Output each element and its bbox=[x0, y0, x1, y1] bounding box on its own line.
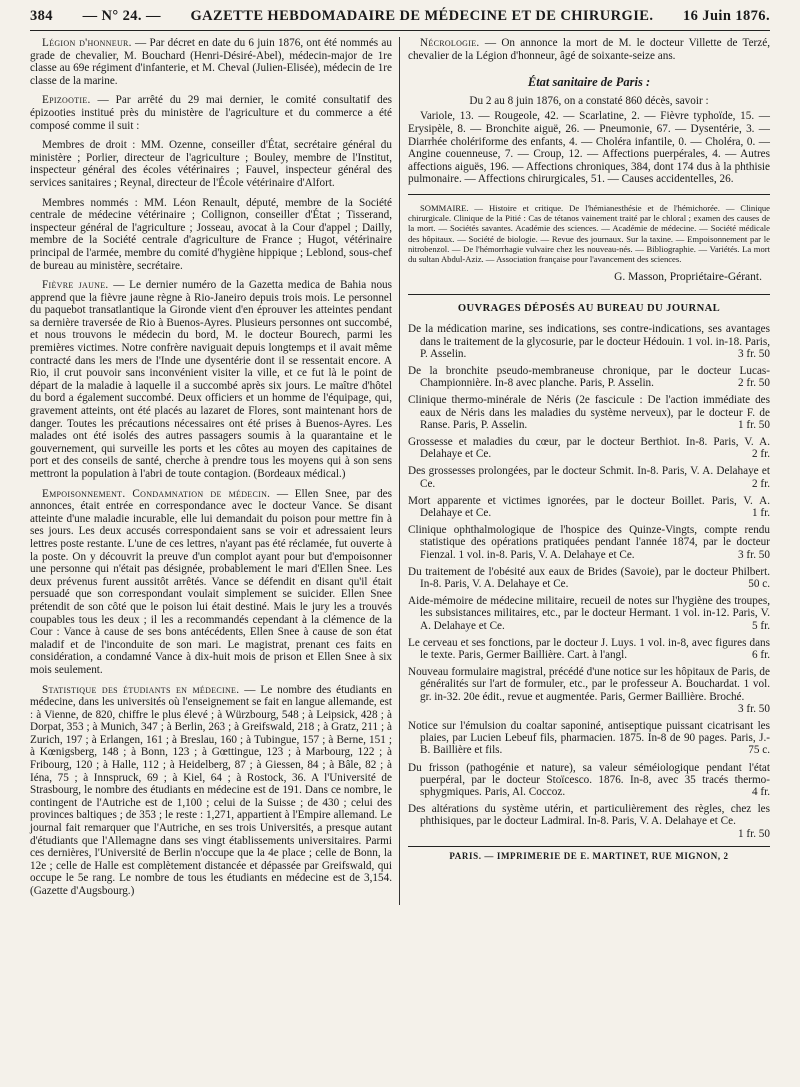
article-body: — On annonce la mort de M. le docteur Villette de Terzé, chevalier de la Légion d'honneur, âgé de soixante-seize ans. bbox=[408, 37, 771, 62]
article-membres-nommes: Membres nommés : MM. Léon Renault, député, membre de la Société centrale de médecine vétérinaire ; Collignon, conseiller d'État ; Tisserand, inspecteur général de l'agriculture ; Josseau, avocat à la Cour d'appel ; Dailly, membre de la Société centrale d'agriculture de France ; Hugot, vétérinaire principal de l'armée, membre du comité d'hygiène hippique ; Leblond, sous-chef de bureau au ministère, secrétaire. bbox=[30, 196, 392, 272]
book-price: 1 fr. 50 bbox=[737, 827, 770, 840]
book-description: Des altérations du système utérin, et particulièrement des règles, chez les phthisiques, par le docteur Ladmiral. In-8. Paris, V. A. Delahaye et Ce. bbox=[408, 803, 770, 828]
book-entry bbox=[408, 323, 770, 360]
book-description: Aide-mémoire de médecine militaire, recueil de notes sur l'hygiène des troupes, les subsistances militaires, etc., par le docteur Hermant. 1 vol. in-12. Paris, V. A. Delahaye et Ce. bbox=[408, 595, 770, 632]
book-description: Clinique thermo-minérale de Néris (2e fascicule : De l'action immédiate des eaux de Néris dans les maladies du système nerveux), par le docteur F. de Ranse. Paris, P. Asselin. bbox=[408, 394, 770, 431]
etat-sanitaire-intro: Du 2 au 8 juin 1876, on a constaté 860 décès, savoir : bbox=[469, 94, 709, 107]
article-epizootie bbox=[30, 94, 392, 132]
article-head: Empoisonnement. Condamnation de médecin. bbox=[42, 487, 271, 500]
book-entry bbox=[408, 803, 770, 840]
article-necrologie bbox=[408, 37, 770, 62]
book-description: Des grossesses prolongées, par le docteur Schmit. In-8. Paris, V. A. Delahaye et Ce. bbox=[408, 465, 770, 490]
book-price: 50 c. bbox=[748, 578, 770, 590]
article-head: Statistique des étudiants en médecine. bbox=[42, 683, 240, 696]
journal-title: GAZETTE HEBDOMADAIRE DE MÉDECINE ET DE CHIRURGIE. bbox=[190, 8, 654, 24]
book-entry bbox=[408, 495, 770, 519]
etat-sanitaire-list: Variole, 13. — Rougeole, 42. — Scarlatine, 2. — Fièvre typhoïde, 15. — Erysipèle, 8. — Bronchite aiguë, 26. — Pneumonie, 67. — Dysentérie, 3. — Diarrhée cholériforme des enfants, 4. — Choléra infantile, 0. — Choléra, 0. — Angine couenneuse, 7. — Croup, 12. — Affections puerpérales, 4. — Autres affections aiguës, 196. — Affections chroniques, 384, dont 174 dus à la phthisie pulmonaire. — Affections chirurgicales, 51. — Causes accidentelles, 26. bbox=[408, 110, 770, 186]
book-description: De la bronchite pseudo-membraneuse chronique, par le docteur Lucas-Championnière. In-8 avec planche. Paris, P. Asselin. bbox=[408, 364, 770, 390]
article-head: Fièvre jaune. bbox=[42, 279, 109, 292]
book-description: Mort apparente et victimes ignorées, par le docteur Boillet. Paris, V. A. Delahaye et Ce. bbox=[408, 494, 770, 519]
book-price: 6 fr. bbox=[751, 649, 770, 662]
article-body: — Par arrêté du 29 mai dernier, le comité consultatif des épizooties institué près du ministère de l'agriculture et du commerce a été composé comme il suit : bbox=[30, 94, 393, 132]
book-description: Nouveau formulaire magistral, précédé d'une notice sur les hôpitaux de Paris, de généralités sur l'art de formuler, etc., par le professeur A. Bouchardat. 1 vol. gr. in-32. 20e édit., revue et augmentée. Paris, Germer Baillière. Broché. bbox=[408, 666, 770, 703]
book-price: 5 fr. bbox=[751, 619, 770, 632]
article-body: — Le nombre des étudiants en médecine, dans les universités où l'enseignement se fait en langue allemande, est : à Vienne, de 820, chiffre le plus élevé ; à Würzbourg, 548 ; à Leipsick, 428 ; à Dorpat, 353 ; à Munich, 347 ; à Berlin, 263 ; à Greifswald, 218 ; à Gratz, 211 ; à Zurich, 197 ; à Erlangen, 161 ; à Breslau, 160 ; à Tubingue, 157 ; à Berne, 151 ; à Kœnigsberg, 148 ; à Bonn, 123 ; à Gœttingue, 123 ; à Marbourg, 122 ; à Fribourg, 120 ; à Halle, 112 ; à Heidelberg, 87 ; à Giessen, 84 ; à Bâle, 82 ; à Iéna, 75 ; à Innspruck, 69 ; à Kiel, 64 ; à Rostock, 36. A l'Université de Strasbourg, le nombre des étudiants en médecine est de 191. Dans ce nombre, le contingent de l'Autriche est de 1,100 ; celui de la Suisse ; de 430 ; celui des provinces baltiques ; de 353 ; le reste : 1,271, appartient à l'Empire allemand. Le journal fait remarquer que l'Autriche, en ses trois Universités, a presque autant d'étudiants que l'Allemagne dans ses vingt établissements universitaires. Parmi ces dernières, l'Université de Berlin n'occupe que la 4e place ; celle de Bonn, la 12e ; celle de Halle est complètement distancée et dépassée par Greifswald, qui occupe le 5e rang. Le nombre de tous les étudiants en médecine est de 3,154. (Gazette d'Augsbourg.) bbox=[30, 683, 393, 897]
book-price: 2 fr. bbox=[751, 477, 770, 490]
article-body: — Le dernier numéro de la Gazetta medica de Bahia nous apprend que la fièvre jaune règne à Rio-Janeiro depuis trois mois. Le personnel du paquebot transatlantique la Gironde vient d'en éprouver les atteintes pendant sa dernière traversée de Rio à Buenos-Ayres. Plusieurs personnes ont succombé, et nous trouvons le médecin du bord, M. le docteur Bourech, parmi les premières victimes. Notre confrère naviguait depuis longtemps et il avait même contracté dans les mers de l'Inde une dysentérie dont il se ressentait encore. A Rio, il crut pouvoir sans inconvénient visiter la ville, et ce fut là le point de départ de la maladie à laquelle il a succombé après six jours. Le maître d'hôtel du bord a également succombé. Deux officiers et un homme de l'équipage, qui, gravement atteints, ont été placés au lazaret de Flores, sont maintenant hors de danger. Toutes les précautions nécessaires ont été prises à Buenos-Ayres. Les malades ont été isolés des autres passagers soumis à la quarantaine et le gouvernement, qui surveille les ports et les côtes au moyen des capitaines de port et des conseils de santé, cherche à prendre tous les moyens qui à son sens mettront la population à l'abri de toute contagion. (Bordeaux médical.) bbox=[30, 279, 392, 480]
book-entry bbox=[408, 465, 770, 489]
article-head: Nécrologie. bbox=[420, 37, 480, 49]
columns bbox=[30, 37, 770, 905]
article-head: Légion d'honneur. bbox=[42, 37, 132, 49]
article-statistique bbox=[30, 684, 392, 898]
book-price: 3 fr. 50 bbox=[737, 548, 770, 561]
book-entry bbox=[408, 524, 770, 561]
divider bbox=[408, 194, 770, 195]
ouvrages-title: OUVRAGES DÉPOSÉS AU BUREAU DU JOURNAL bbox=[457, 302, 721, 314]
left-column bbox=[30, 37, 399, 905]
page-number: 384 bbox=[30, 8, 53, 24]
book-description: Clinique ophthalmologique de l'hospice des Quinze-Vingts, compte rendu statistique des opérations pratiquées pendant l'année 1874, par le docteur Fienzal. 1 vol. in-8. Paris, V. A. Delahaye et Ce. bbox=[408, 524, 770, 561]
book-entry bbox=[408, 436, 770, 460]
book-description: Du traitement de l'obésité aux eaux de Brides (Savoie), par le docteur Philbert. In-8. Paris, V. A. Delahaye et Ce. bbox=[408, 565, 770, 590]
signature: G. Masson, Propriétaire-Gérant. bbox=[614, 271, 762, 284]
book-list bbox=[408, 323, 770, 840]
book-price: 2 fr. 50 bbox=[737, 377, 770, 390]
page-header bbox=[30, 8, 770, 31]
book-entry bbox=[408, 365, 770, 389]
article-fievre-jaune bbox=[30, 279, 392, 481]
etat-sanitaire-title: État sanitaire de Paris : bbox=[527, 75, 651, 90]
issue-date: 16 Juin 1876. bbox=[682, 8, 770, 24]
book-entry bbox=[408, 762, 770, 799]
book-description: Notice sur l'émulsion du coaltar saponiné, antiseptique puissant cicatrisant les plaies, par Lucien Lebeuf fils, pharmacien. 1875. In-8 de 90 pages. Paris, J.-B. Baillière et fils. bbox=[408, 720, 770, 757]
book-description: Du frisson (pathogénie et nature), sa valeur séméiologique pendant l'état puerpéral, par le docteur Stoïcesco. 1876. In-8, avec 35 tracés thermo-sphygmiques. Paris, Al. Coccoz. bbox=[408, 761, 770, 799]
imprimerie-footer: PARIS. — IMPRIMERIE DE E. MARTINET, RUE MIGNON, 2 bbox=[408, 846, 770, 863]
book-price: 1 fr. bbox=[751, 506, 770, 519]
book-price: 3 fr. 50 bbox=[737, 347, 770, 360]
article-legion-honneur bbox=[30, 37, 392, 87]
divider bbox=[408, 294, 770, 295]
book-price: 75 c. bbox=[748, 744, 770, 757]
book-entry bbox=[408, 720, 770, 757]
article-body: — Par décret en date du 6 juin 1876, ont été nommés au grade de chevalier, M. Bouchard (Henri-Désiré-Abel), médecin-major de 1re classe au 69e régiment d'infanterie, et M. Cheval (Julien-Elisée), médecin de 1re classe de la marine. bbox=[30, 37, 392, 87]
book-description: Le cerveau et ses fonctions, par le docteur J. Luys. 1 vol. in-8, avec figures dans le texte. Paris, Germer Baillière. Cart. à l'angl. bbox=[408, 636, 770, 662]
book-price: 1 fr. 50 bbox=[737, 418, 770, 431]
sommaire: SOMMAIRE. — Histoire et critique. De l'hémianesthésie et de l'hémichorée. — Clinique chirurgicale. Clinique de la Pitié : Cas de tétanos vainement traité par le chloral ; examen des causes de la mort. — Sociétés savantes. Académie des sciences. — Académie de médecine. — Société médicale des hôpitaux. — Société de biologie. — Revue des journaux. Sur la taxine. — Empoisonnement par le nitrobenzol. — De l'hémorrhagie vulvaire chez les nouveau-nés. — Bibliographie. — Variétés. La mort du sultan Abdul-Aziz. — Association française pour l'avancement des sciences. bbox=[408, 202, 770, 264]
issue-number: — N° 24. — bbox=[82, 8, 161, 24]
article-head: Epizootie. bbox=[42, 94, 91, 107]
book-price: 4 fr. bbox=[751, 786, 770, 799]
book-entry bbox=[408, 566, 770, 590]
article-empoisonnement bbox=[30, 488, 392, 677]
article-membres-droit: Membres de droit : MM. Ozenne, conseiller d'État, secrétaire général du ministère ; Porlier, directeur de l'agriculture ; Bouley, membre de l'Institut, inspecteur général des écoles vétérinaires ; Fauvel, inspecteur général des services sanitaires ; Reynal, directeur de l'École vétérinaire d'Alfort. bbox=[30, 139, 392, 189]
book-description: Grossesse et maladies du cœur, par le docteur Berthiot. In-8. Paris, V. A. Delahaye et Ce. bbox=[408, 435, 770, 461]
book-entry bbox=[408, 666, 770, 715]
book-entry bbox=[408, 595, 770, 632]
right-column bbox=[399, 37, 770, 905]
book-entry bbox=[408, 637, 770, 661]
book-entry bbox=[408, 394, 770, 431]
article-body: — Ellen Snee, par des annonces, était entrée en correspondance avec le docteur Vance. Se disant atteinte d'une maladie incurable, elle lui demandait du poison pour mettre fin à ses jours. Les deux accusés correspondaient sans se voir et adressaient leurs lettres poste restante. L'une de ces lettres, n'ayant pas été réclamée, fut ouverte à la poste. On y découvrit la preuve d'un complot ayant pour but d'empoisonner une personne qui n'était pas désignée, probablement le mari d'Ellen Snee. Les deux prévenus furent aussitôt arrêtés. Vance se défendit en disant qu'il était persuadé que son correspondant voulait simplement se suicider. Ellen Snee prétendit de son côté que le poison lui était destiné. Mais le jury les a trouvés coupables tous les deux ; il les a recommandés cependant à la clémence de la Cour : Vance à cause de ses bons antécédents, Ellen Snee à cause de son état maladif et de l'inconduite de son mari. Le magistrat, prenant ces faits en considération, a condamné Vance à dix-huit mois de prison et Ellen Snee à six mois seulement. bbox=[30, 487, 392, 676]
book-price: 3 fr. 50 bbox=[737, 702, 770, 715]
book-description: De la médication marine, ses indications, ses contre-indications, ses avantages dans le traitement de la glycosurie, par le docteur Hédouin. 1 vol. in-18. Paris, P. Asselin. bbox=[408, 323, 770, 360]
book-price: 2 fr. bbox=[751, 448, 770, 461]
